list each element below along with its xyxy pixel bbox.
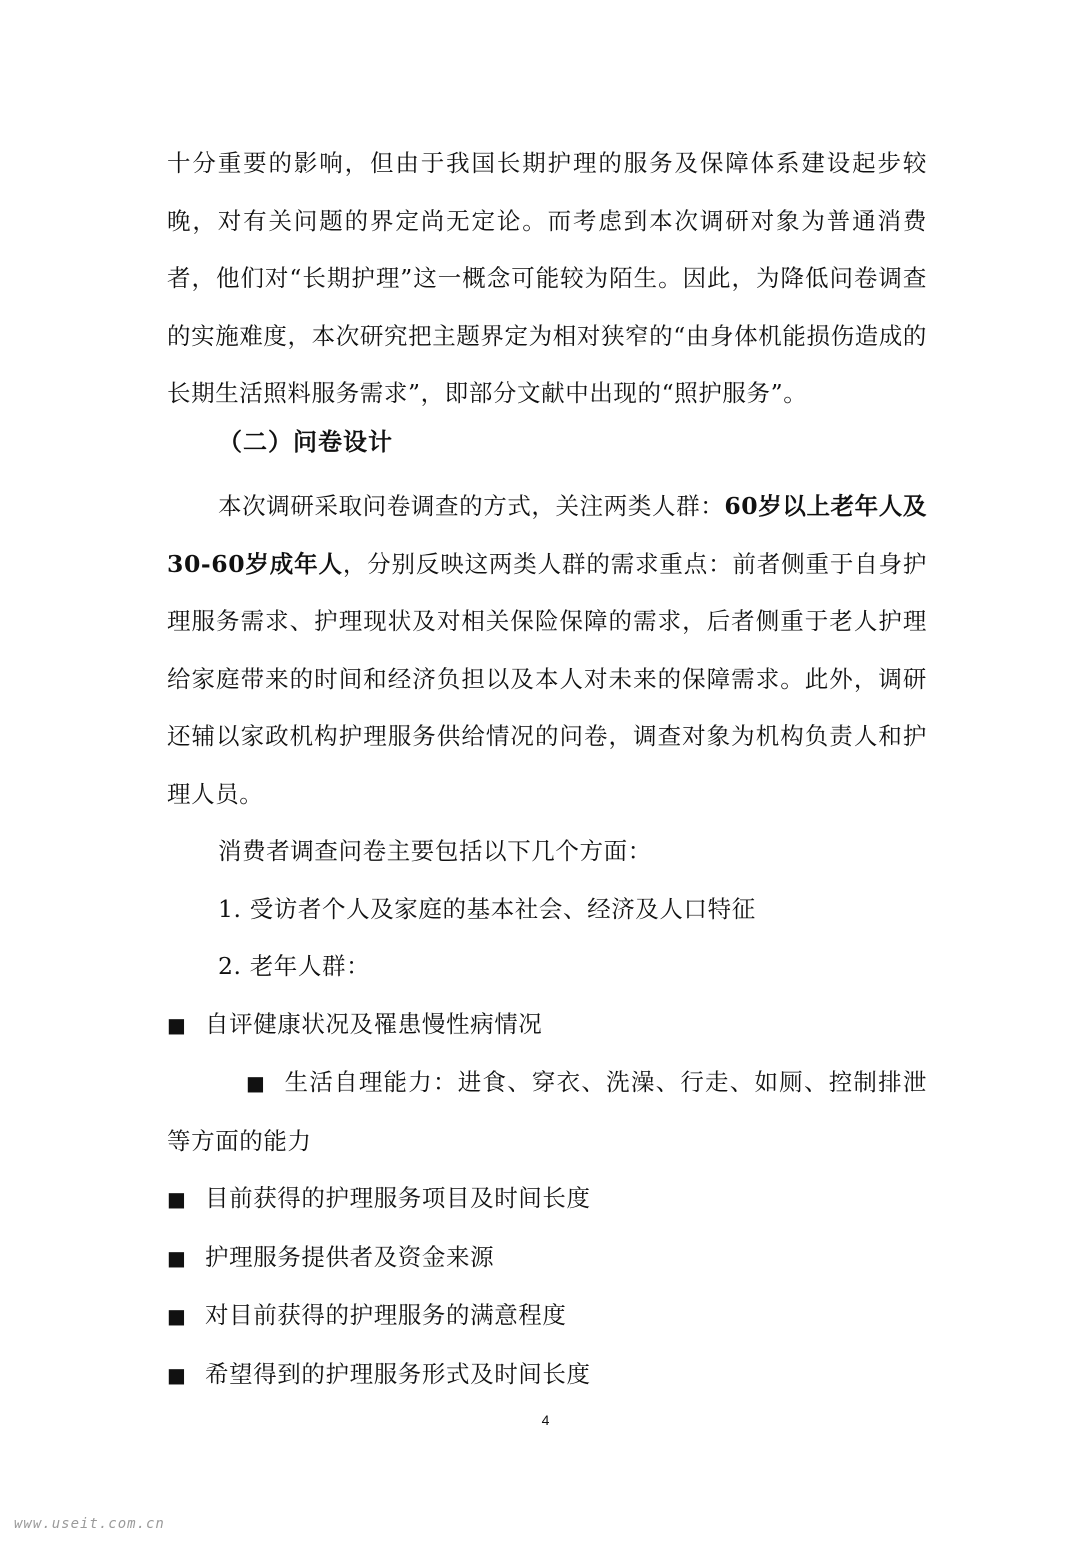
bullet-text: 对目前获得的护理服务的满意程度 (205, 1301, 567, 1329)
square-bullet-icon: ■ (167, 1187, 187, 1211)
square-bullet-icon: ■ (167, 1012, 187, 1037)
bullet-item-6 (167, 1346, 927, 1405)
list-item-2: 2. 老年人群： (218, 952, 371, 980)
paragraph-3: 消费者调查问卷主要包括以下几个方面： (218, 837, 652, 865)
watermark: www.useit.com.cn (14, 1516, 165, 1532)
bullet-text: 自评健康状况及罹患慢性病情况 (205, 1009, 543, 1038)
square-bullet-icon: ■ (167, 1304, 187, 1328)
bullet-text: 生活自理能力：进食、穿衣、洗澡、行走、如厕、控制排泄等方面的能力 (167, 1068, 927, 1155)
section-heading: （二）问卷设计 (218, 428, 393, 456)
square-bullet-icon: ■ (167, 1362, 187, 1387)
paragraph-2 (167, 478, 927, 823)
bullet-item-3 (167, 1170, 927, 1229)
bullet-text: 护理服务提供者及资金来源 (205, 1242, 495, 1271)
paragraph-continuation (167, 135, 927, 423)
main-body (167, 478, 927, 1404)
square-bullet-icon: ■ (246, 1071, 266, 1095)
bullet-text: 目前获得的护理服务项目及时间长度 (205, 1184, 591, 1212)
list-item-1: 1. 受访者个人及家庭的基本社会、经济及人口特征 (218, 894, 756, 923)
bullet-item-1 (167, 996, 927, 1055)
paragraph-2-bold: 60岁以上老年人及30-60岁成年人 (167, 492, 927, 578)
paragraph-2-intro: 本次调研采取问卷调查的方式，关注两类人群： (218, 492, 725, 520)
square-bullet-icon: ■ (167, 1245, 187, 1270)
bullet-item-5 (167, 1287, 927, 1346)
bullet-text: 希望得到的护理服务形式及时间长度 (205, 1359, 591, 1388)
paragraph-1: 十分重要的影响，但由于我国长期护理的服务及保障体系建设起步较晚，对有关问题的界定尚无定论。而考虑到本次调研对象为普通消费者，他们对“长期护理”这一概念可能较为陌生。因此，为降低问卷调查的实施难度，本次研究把主题界定为相对狭窄的“由身体机能损伤造成的长期生活照料服务需求”，即部分文献中出现的“照护服务”。 (167, 149, 927, 407)
bullet-item-4 (167, 1229, 927, 1288)
bullet-item-2 (167, 1054, 927, 1170)
page-number: 4 (541, 1412, 550, 1428)
paragraph-2-rest: ，分别反映这两类人群的需求重点：前者侧重于自身护理服务需求、护理现状及对相关保险保障的需求，后者侧重于老人护理给家庭带来的时间和经济负担以及本人对未来的保障需求。此外，调研还辅以家政机构护理服务供给情况的问卷，调查对象为机构负责人和护理人员。 (167, 549, 928, 808)
